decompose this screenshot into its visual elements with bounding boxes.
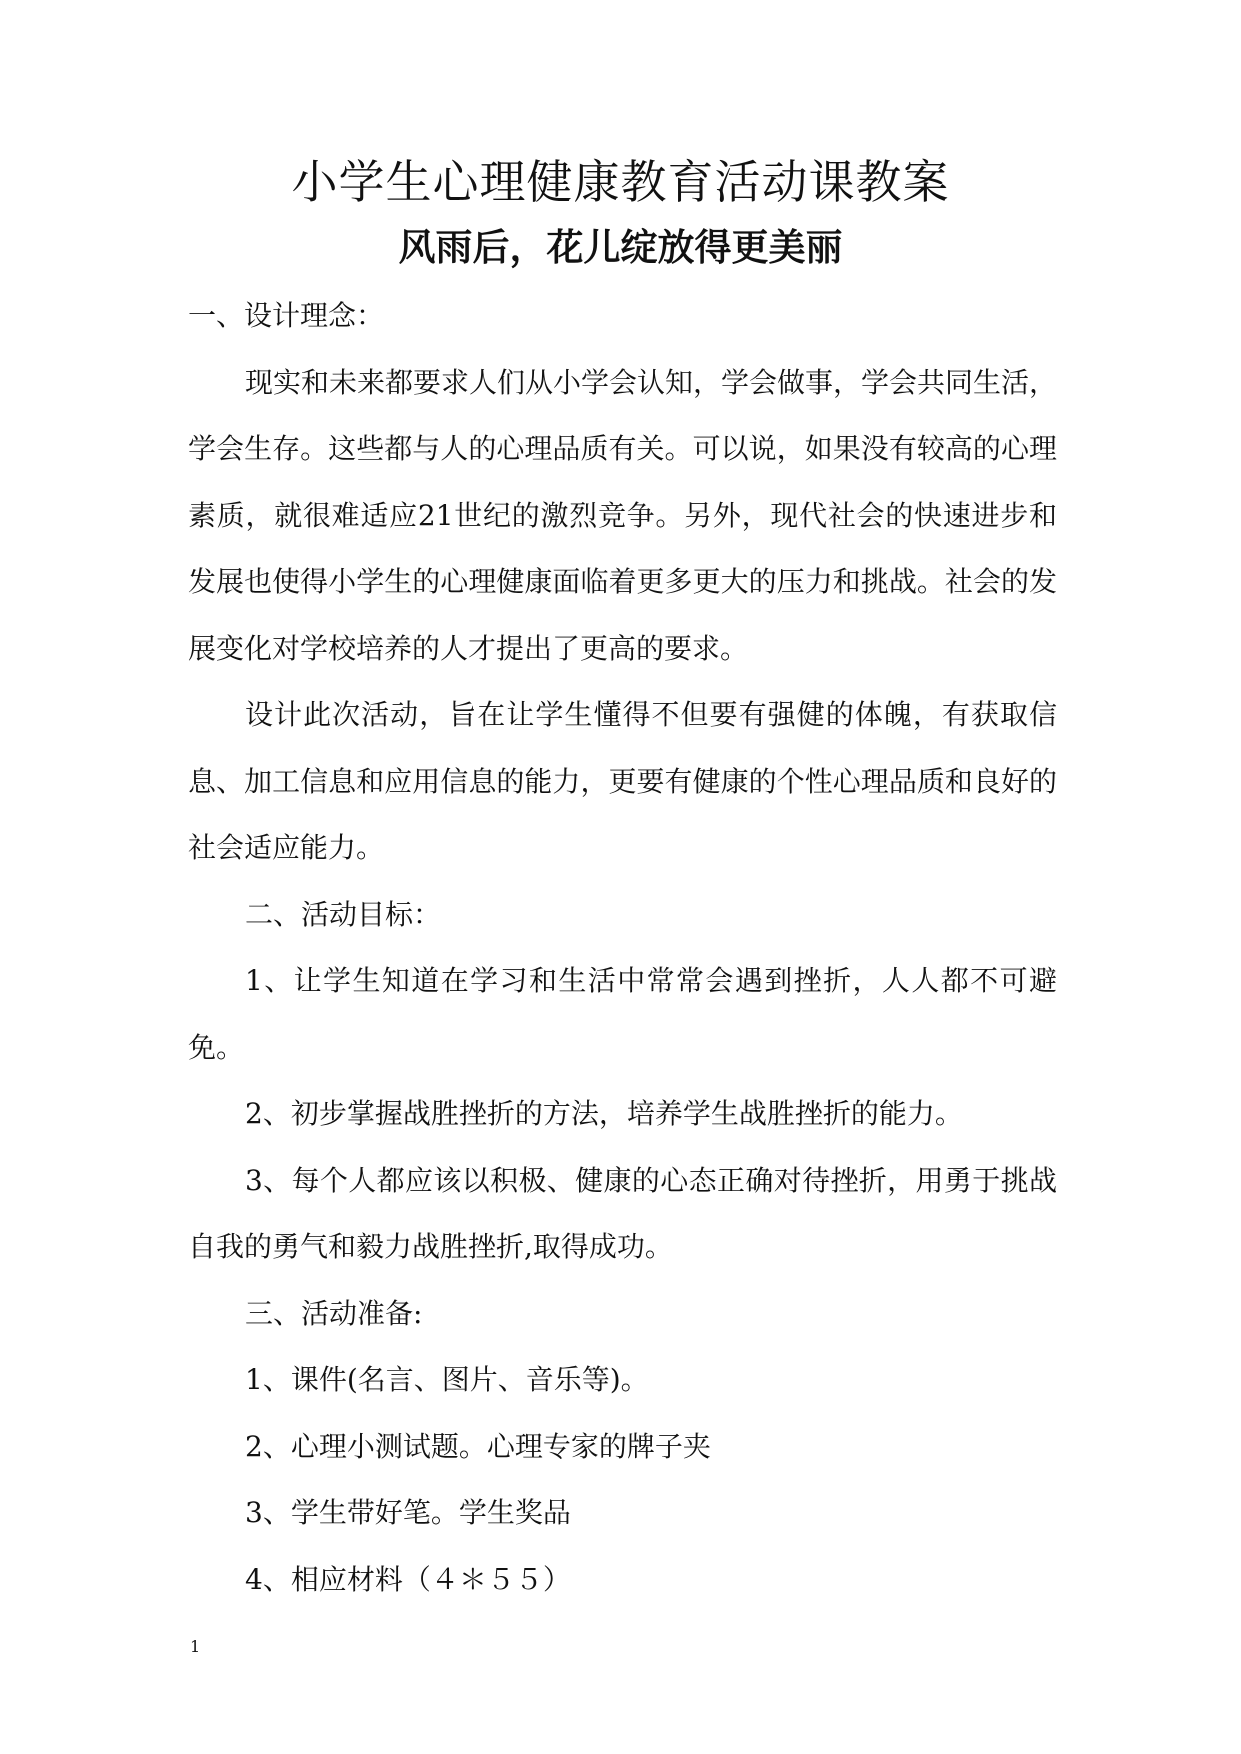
document-body [188, 283, 1057, 1613]
goal-item-3: 3、每个人都应该以积极、健康的心态正确对待挫折，用勇于挑战自我的勇气和毅力战胜挫折,取得成功。 [188, 1163, 1057, 1263]
preparation-item-2: 2、心理小测试题。心理专家的牌子夹 [245, 1429, 711, 1463]
paragraph-design-concept-2: 设计此次活动，旨在让学生懂得不但要有强健的体魄，有获取信息、加工信息和应用信息的能力，更要有健康的个性心理品质和良好的社会适应能力。 [188, 698, 1057, 864]
goal-item-2: 2、初步掌握战胜挫折的方法，培养学生战胜挫折的能力。 [245, 1097, 963, 1130]
document-subtitle: 风雨后，花儿绽放得更美丽 [398, 225, 843, 269]
section-heading-activity-goals: 二、活动目标： [245, 897, 442, 931]
goal-item-1: 1、让学生知道在学习和生活中常常会遇到挫折，人人都不可避免。 [188, 964, 1057, 1064]
document-title: 小学生心理健康教育活动课教案 [291, 155, 950, 209]
section-heading-activity-preparation: 三、活动准备: [245, 1296, 423, 1330]
paragraph-design-concept-1: 现实和未来都要求人们从小学会认知，学会做事，学会共同生活，学会生存。这些都与人的心理品质有关。可以说，如果没有较高的心理素质，就很难适应21世纪的激烈竞争。另外，现代社会的快速进步和发展也使得小学生的心理健康面临着更多更大的压力和挑战。社会的发展变化对学校培养的人才提出了更高的要求。 [188, 365, 1058, 665]
section-heading-design-concept: 一、设计理念： [188, 299, 385, 332]
preparation-item-4: 4、相应材料（４＊５５） [245, 1562, 571, 1596]
preparation-item-3: 3、学生带好笔。学生奖品 [245, 1496, 571, 1529]
page-number: 1 [190, 1637, 201, 1656]
preparation-item-1: 1、课件(名言、图片、音乐等)。 [245, 1363, 649, 1396]
